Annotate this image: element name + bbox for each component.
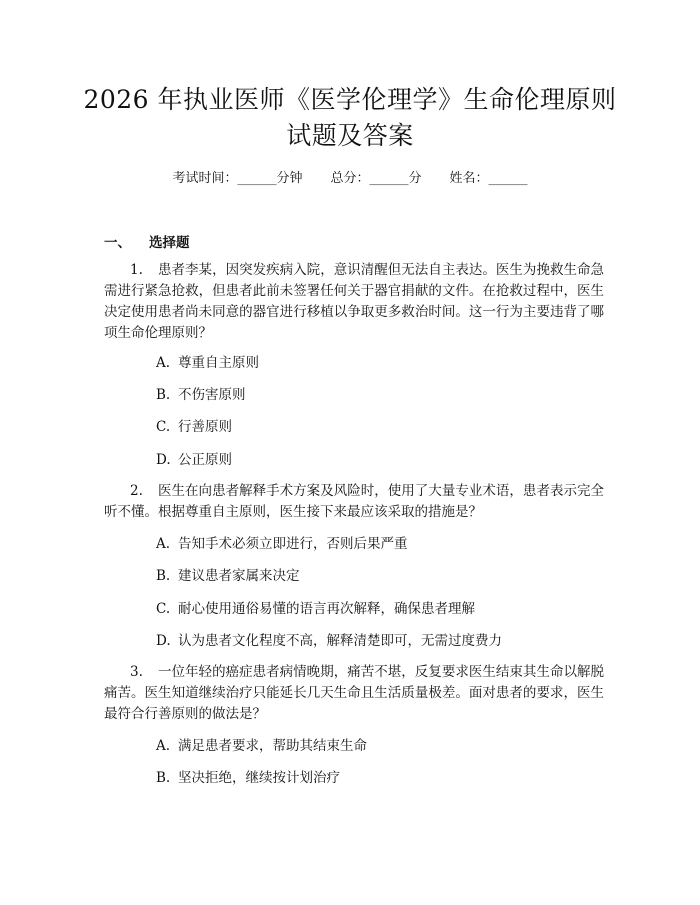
question-3 (104, 662, 604, 725)
section-title: 选择题 (149, 235, 190, 251)
option-1b (156, 385, 246, 405)
option-text: 告知手术必须立即进行，否则后果严重 (178, 536, 408, 552)
option-text: 不伤害原则 (178, 387, 246, 403)
option-2d (156, 631, 502, 651)
option-2b (156, 566, 300, 586)
option-3a (156, 736, 367, 756)
section-number: 一、 (104, 235, 131, 251)
option-text: 公正原则 (178, 452, 232, 468)
option-letter: C. (156, 601, 171, 617)
name-field: 姓名：______ (449, 171, 528, 186)
question-number: 1. (130, 262, 143, 278)
question-2 (104, 481, 604, 523)
question-text: 医生在向患者解释手术方案及风险时，使用了大量专业术语，患者表示完全听不懂。根据尊重自主原则，医生接下来最应该采取的措施是？ (104, 483, 604, 520)
option-text: 认为患者文化程度不高，解释清楚即可，无需过度费力 (178, 633, 502, 649)
option-text: 尊重自主原则 (178, 355, 259, 371)
question-number: 3. (130, 664, 143, 680)
option-text: 坚决拒绝，继续按计划治疗 (178, 770, 340, 786)
option-text: 建议患者家属来决定 (178, 568, 300, 584)
question-text: 一位年轻的癌症患者病情晚期，痛苦不堪，反复要求医生结束其生命以解脱痛苦。医生知道继续治疗只能延长几天生命且生活质量极差。面对患者的要求，医生最符合行善原则的做法是？ (104, 664, 604, 722)
question-1 (104, 260, 604, 344)
option-letter: B. (156, 568, 171, 584)
option-2a (156, 534, 408, 554)
option-letter: D. (156, 452, 171, 468)
exam-meta-line (0, 167, 700, 186)
option-letter: A. (156, 738, 171, 754)
option-letter: A. (156, 536, 171, 552)
option-1c (156, 417, 232, 437)
section-heading (104, 231, 190, 251)
question-number: 2. (130, 483, 143, 499)
option-text: 行善原则 (178, 419, 232, 435)
question-text: 患者李某，因突发疾病入院，意识清醒但无法自主表达。医生为挽救生命急需进行紧急抢救，但患者此前未签署任何关于器官捐献的文件。在抢救过程中，医生决定使用患者尚未同意的器官进行移植以争取更多救治时间。这一行为主要违背了哪项生命伦理原则？ (104, 262, 604, 341)
option-text: 耐心使用通俗易懂的语言再次解释，确保患者理解 (178, 601, 475, 617)
document-title: 2026 年执业医师《医学伦理学》生命伦理原则试题及答案 (83, 85, 617, 150)
option-2c (156, 599, 475, 619)
option-1d (156, 450, 232, 470)
total-score-field: 总分：______分 (330, 171, 422, 186)
option-letter: C. (156, 419, 171, 435)
option-3b (156, 768, 340, 788)
option-letter: B. (156, 387, 171, 403)
option-letter: A. (156, 355, 171, 371)
option-1a (156, 353, 259, 373)
option-letter: D. (156, 633, 171, 649)
exam-time-field: 考试时间：______分钟 (172, 171, 303, 186)
option-text: 满足患者要求，帮助其结束生命 (178, 738, 367, 754)
option-letter: B. (156, 770, 171, 786)
